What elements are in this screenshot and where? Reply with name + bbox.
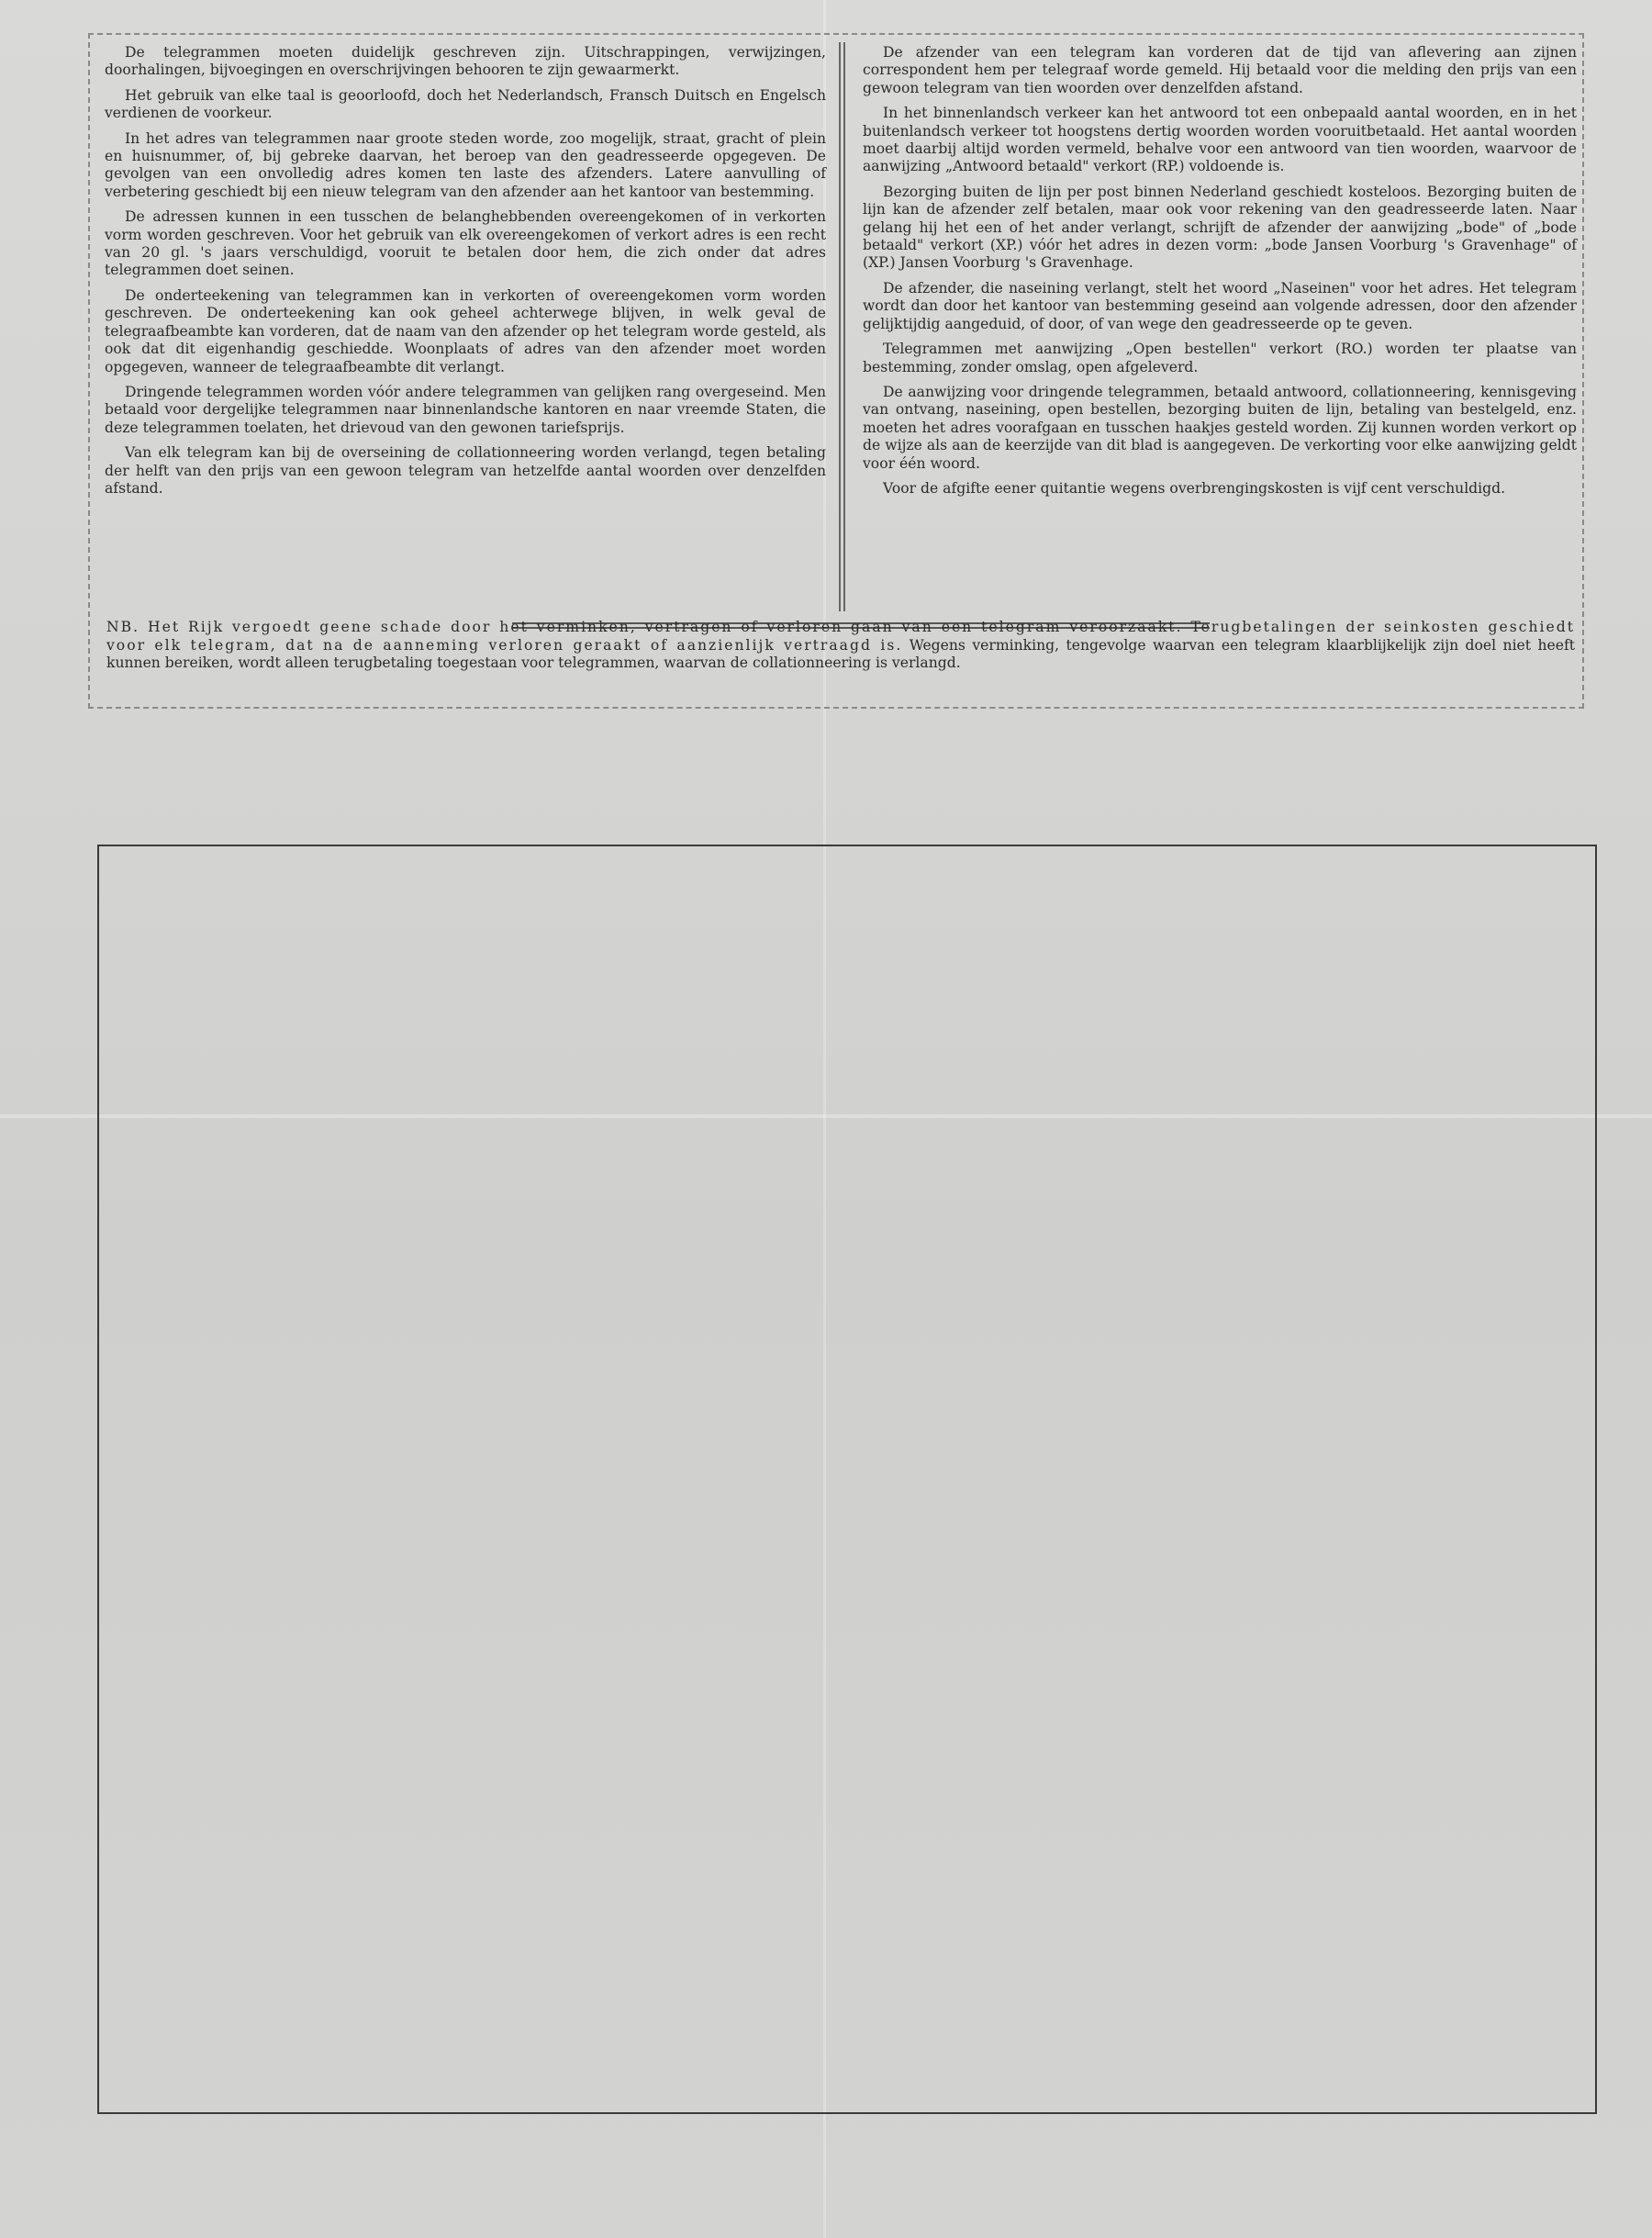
nb-rest-text: Wegens verminking, tengevolge waarvan een telegram klaarblijkelijk zijn doel niet heeft kunnen bereiken, wordt alleen terugbetaling toegestaan voor telegrammen, waarvan de collationneering is verlangd. bbox=[106, 636, 1575, 672]
rule-paragraph: De onderteekening van telegrammen kan in verkorten of overeengekomen vorm worden geschreven. De onderteekening kan ook geheel achterwege blijven, in welk geval de telegraafbeambte kan vorderen, dat de naam van den afzender op het telegram worde gesteld, als ook dat dit eigenhandig geschiedde. Woonplaats of adres van den afzender moet worden opgegeven, wanneer de telegraafbeambte dit verlangt. bbox=[105, 286, 826, 375]
rule-paragraph: De afzender, die naseining verlangt, stelt het woord „Naseinen" voor het adres. Het telegram wordt dan door het kantoor van bestemming geseind aan volgende adressen, door den afzender gelijktijdig aangeduid, of door, of van wege den geadresseerde op te geven. bbox=[863, 279, 1577, 332]
regulations-right-column bbox=[863, 44, 1577, 505]
rule-paragraph: Dringende telegrammen worden vóór andere telegrammen van gelijken rang overgeseind. Men betaald voor dergelijke telegrammen naar binnenlandsche kantoren en naar vreemde Staten, die deze telegrammen toelaten, het drievoud van den gewonen tariefsprijs. bbox=[105, 383, 826, 436]
column-divider bbox=[839, 42, 845, 611]
rule-paragraph: Bezorging buiten de lijn per post binnen Nederland geschiedt kosteloos. Bezorging buiten de lijn kan de afzender zelf betalen, maar ook voor rekening van den geadresseerde laten. Naar gelang hij het een of het ander verlangt, schrijft de afzender der aanwijzing „bode" of „bode betaald" verkort (XP.) vóór het adres in dezen vorm: „bode Jansen Voorburg 's Gravenhage" of (XP.) Jansen Voorburg 's Gravenhage. bbox=[863, 183, 1577, 272]
nb-lead-text: NB. Het Rijk vergoedt geene schade door het verminken, vertragen of verloren gaan van een telegram veroorzaakt. Terugbetalingen der seinkosten geschiedt voor elk telegram, dat na de aanneming verloren geraakt of aanzienlijk vertraagd is. bbox=[106, 619, 1575, 654]
rule-paragraph: Voor de afgifte eener quitantie wegens overbrengingskosten is vijf cent verschuldigd. bbox=[883, 479, 1506, 497]
regulations-left-column bbox=[105, 44, 826, 505]
blank-message-frame bbox=[97, 845, 1597, 2114]
rule-paragraph: De telegrammen moeten duidelijk geschreven zijn. Uitschrappingen, verwijzingen, doorhalingen, bijvoegingen en overschrijvingen behooren te zijn gewaarmerkt. bbox=[105, 44, 826, 79]
rule-paragraph: De afzender van een telegram kan vorderen dat de tijd van aflevering aan zijnen correspondent hem per telegraaf worde gemeld. Hij betaald voor die melding den prijs van een gewoon telegram van tien woorden over denzelfden afstand. bbox=[863, 44, 1577, 96]
rule-paragraph: Van elk telegram kan bij de overseining de collationneering worden verlangd, tegen betaling der helft van den prijs van een gewoon telegram van hetzelfde aantal woorden over denzelfden afstand. bbox=[105, 444, 826, 497]
rule-paragraph: De aanwijzing voor dringende telegrammen, betaald antwoord, collationneering, kennisgeving van ontvang, naseining, open bestellen, bezorging buiten de lijn, betaling van bestelgeld, enz. moeten het adres voorafgaan en tusschen haakjes gesteld worden. Zij kunnen worden verkort op de wijze als aan de keerzijde van dit blad is aangegeven. De verkorting voor elke aanwijzing geldt voor één woord. bbox=[863, 383, 1577, 472]
rule-paragraph: De adressen kunnen in een tusschen de belanghebbenden overeengekomen of in verkorten vorm worden geschreven. Voor het gebruik van elk overeengekomen of verkort adres is een recht van 20 gl. 's jaars verschuldigd, vooruit te betalen door hem, die zich onder dat adres telegrammen doet seinen. bbox=[105, 208, 826, 279]
rule-paragraph: In het binnenlandsch verkeer kan het antwoord tot een onbepaald aantal woorden, en in het buitenlandsch verkeer tot hoogstens dertig woorden worden vooruitbetaald. Het aantal woorden moet daarbij altijd worden vermeld, behalve voor een antwoord van tien woorden, waarvoor de aanwijzing „Antwoord betaald" verkort (RP.) voldoende is. bbox=[863, 105, 1577, 175]
rule-paragraph: Het gebruik van elke taal is geoorloofd, doch het Nederlandsch, Fransch Duitsch en Engelsch verdienen de voorkeur. bbox=[105, 86, 826, 122]
rule-paragraph: In het adres van telegrammen naar groote steden worde, zoo mogelijk, straat, gracht of plein en huisnummer, of, bij gebreke daarvan, het beroep van den geadresseerde opgegeven. De gevolgen van een onvolledig adres komen ten laste des afzenders. Latere aanvulling of verbetering geschiedt bij een nieuw telegram van den afzender aan het kantoor van bestemming. bbox=[105, 129, 826, 200]
liability-notice bbox=[106, 619, 1575, 673]
rule-paragraph: Telegrammen met aanwijzing „Open bestellen" verkort (RO.) worden ter plaatse van bestemming, zonder omslag, open afgeleverd. bbox=[863, 341, 1577, 375]
regulations-notice-box bbox=[88, 33, 1584, 709]
